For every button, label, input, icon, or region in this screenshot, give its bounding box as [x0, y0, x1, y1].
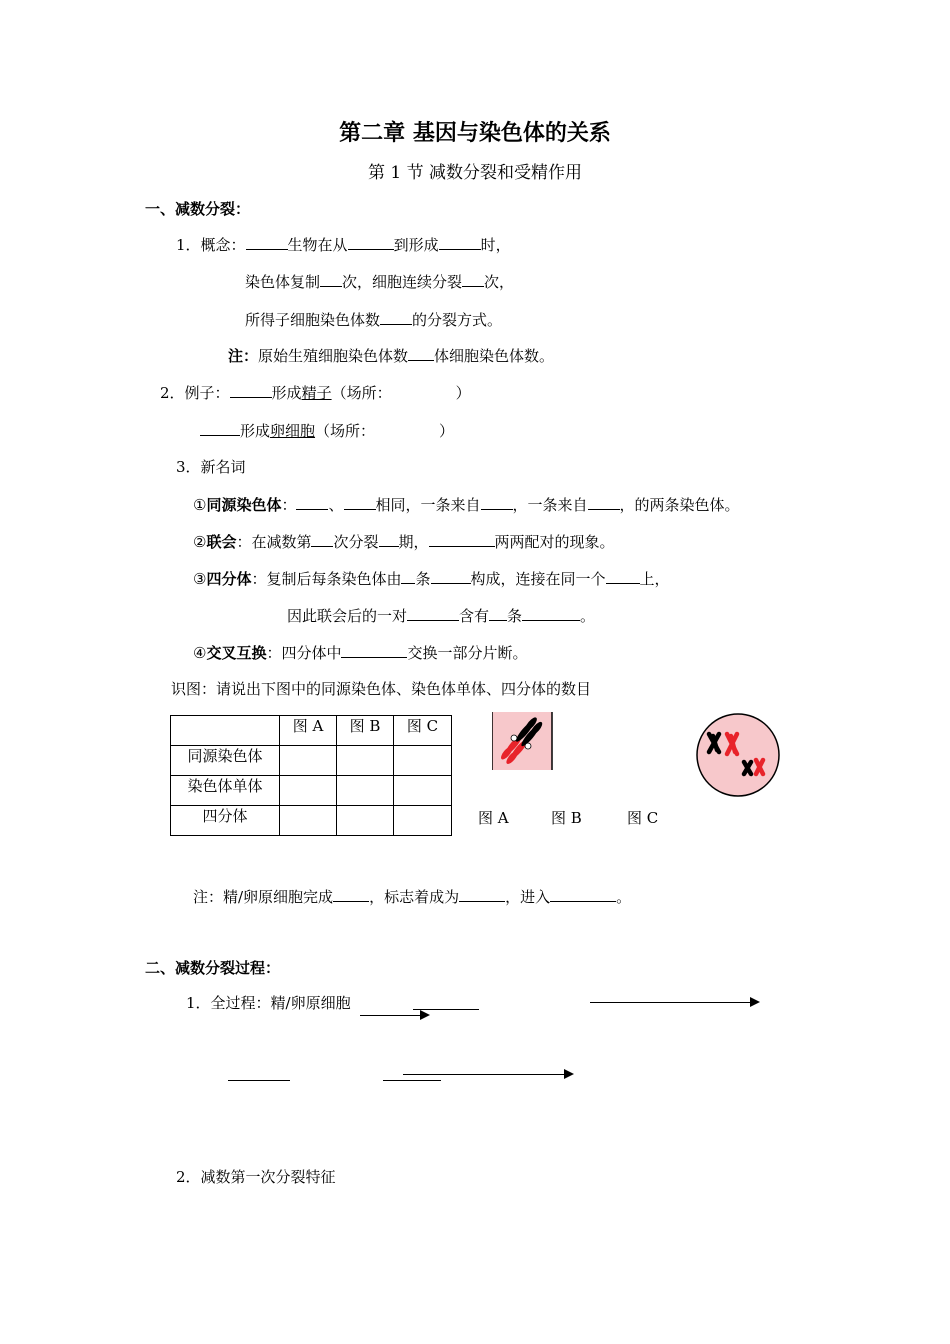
example-label: 2．例子： — [160, 384, 230, 402]
blank[interactable] — [408, 345, 434, 361]
page-subtitle: 第 1 节 减数分裂和受精作用 — [367, 163, 583, 183]
text: ② — [193, 533, 207, 551]
example-line1 — [160, 382, 471, 403]
text: 染色体复制 — [245, 273, 321, 291]
concept-note — [228, 345, 554, 366]
blank[interactable] — [459, 886, 505, 902]
blank[interactable] — [333, 886, 369, 902]
table-row — [171, 776, 452, 806]
blank[interactable] — [379, 531, 399, 547]
answer-cell[interactable] — [280, 806, 337, 836]
blank[interactable] — [407, 605, 459, 621]
blank[interactable] — [348, 234, 394, 250]
text: 交换一部分片断。 — [407, 644, 528, 662]
blank[interactable] — [429, 531, 495, 547]
table-row — [171, 746, 452, 776]
text: 因此联会后的一对 — [287, 607, 408, 625]
text: （场所： — [315, 422, 376, 440]
concept-line1 — [176, 234, 511, 255]
text: 次分裂 — [333, 533, 379, 551]
text: ① — [193, 496, 207, 514]
arrow-right-icon — [420, 1010, 430, 1020]
answer-cell[interactable] — [394, 746, 452, 776]
blank[interactable] — [588, 494, 620, 510]
arrow-line — [590, 1002, 752, 1003]
text: 条 — [415, 570, 431, 588]
answer-cell[interactable] — [280, 746, 337, 776]
concept-label: 1．概念： — [176, 236, 246, 254]
blank[interactable] — [431, 568, 471, 584]
blank[interactable] — [230, 382, 272, 398]
text: 次，细胞连续分裂 — [342, 273, 463, 291]
blank[interactable] — [311, 531, 333, 547]
egg-text: 卵细胞 — [270, 422, 316, 440]
text: 到形成 — [393, 236, 439, 254]
row-label-homologous: 同源染色体 — [171, 746, 280, 776]
table-header-c: 图 C — [394, 716, 452, 746]
figure-c-image — [695, 712, 781, 798]
blank[interactable] — [481, 494, 513, 510]
section1-heading: 一、减数分裂： — [145, 200, 251, 218]
blank[interactable] — [380, 309, 412, 325]
note-label: 注： — [228, 347, 259, 365]
blank[interactable] — [462, 271, 484, 287]
text: ：复制后每条染色体由 — [251, 570, 402, 588]
concept-line3 — [245, 309, 502, 330]
text: 相同，一条来自 — [375, 496, 481, 514]
blank[interactable] — [401, 568, 415, 584]
text: 、 — [328, 496, 344, 514]
term-homologous — [193, 494, 740, 515]
text: 条 — [507, 607, 523, 625]
text: 期， — [398, 533, 429, 551]
row-label-chromatid: 染色体单体 — [171, 776, 280, 806]
note2-line — [193, 886, 631, 907]
text: ） — [439, 422, 455, 440]
section2-heading: 二、减数分裂过程： — [145, 959, 281, 977]
term-name: 四分体 — [206, 570, 252, 588]
arrow-right-icon — [564, 1069, 574, 1079]
table-row — [171, 716, 452, 746]
answer-cell[interactable] — [337, 776, 394, 806]
text: 。 — [580, 607, 596, 625]
text: ，标志着成为 — [369, 888, 460, 906]
text: 。 — [616, 888, 632, 906]
terms-label: 3．新名词 — [176, 458, 246, 476]
term-synapsis — [193, 531, 615, 552]
answer-cell[interactable] — [394, 806, 452, 836]
blank[interactable] — [200, 420, 240, 436]
table-header-a: 图 A — [280, 716, 337, 746]
text: 注：精/卵原细胞完成 — [193, 888, 334, 906]
blank[interactable] — [606, 568, 640, 584]
answer-cell[interactable] — [394, 776, 452, 806]
text: 含有 — [459, 607, 490, 625]
text: 上， — [639, 570, 670, 588]
blank[interactable] — [344, 494, 376, 510]
table-cell — [171, 716, 280, 746]
blank[interactable] — [341, 642, 407, 658]
text: ：在减数第 — [236, 533, 312, 551]
blank[interactable] — [550, 886, 616, 902]
table-row — [171, 806, 452, 836]
first-division-label: 2．减数第一次分裂特征 — [176, 1168, 336, 1186]
text: 所得子细胞染色体数 — [245, 311, 381, 329]
text: ： — [281, 496, 297, 514]
table-header-b: 图 B — [337, 716, 394, 746]
figure-label-b: 图 B — [551, 809, 582, 827]
text: 形成 — [240, 422, 271, 440]
blank-line[interactable] — [383, 1080, 441, 1081]
answer-cell[interactable] — [337, 806, 394, 836]
text: （场所： — [331, 384, 392, 402]
text: 次， — [484, 273, 515, 291]
term-name: 交叉互换 — [206, 644, 267, 662]
text: ，一条来自 — [512, 496, 588, 514]
term-tetrad-line2 — [287, 605, 595, 626]
text: ） — [455, 384, 471, 402]
figure-label-c: 图 C — [627, 809, 659, 827]
text: ④ — [193, 644, 207, 662]
blank[interactable] — [320, 271, 342, 287]
blank[interactable] — [522, 605, 580, 621]
sperm-text: 精子 — [301, 384, 332, 402]
answer-table — [170, 715, 452, 836]
blank[interactable] — [439, 234, 481, 250]
text: ③ — [193, 570, 207, 588]
text: ：四分体中 — [266, 644, 342, 662]
text: 时， — [480, 236, 511, 254]
arrow-line — [403, 1074, 566, 1075]
figure-a-image — [492, 712, 554, 772]
example-line2 — [200, 420, 454, 441]
row-label-tetrad: 四分体 — [171, 806, 280, 836]
page-title: 第二章 基因与染色体的关系 — [339, 121, 611, 146]
text: 体细胞染色体数。 — [434, 347, 555, 365]
figure-label-a: 图 A — [478, 809, 509, 827]
blank[interactable] — [489, 605, 507, 621]
concept-line2 — [245, 271, 514, 292]
text: 生物在从 — [287, 236, 348, 254]
text: 形成 — [271, 384, 302, 402]
term-name: 同源染色体 — [206, 496, 282, 514]
arrow-line — [360, 1015, 422, 1016]
blank-line[interactable] — [228, 1080, 290, 1081]
text: 的分裂方式。 — [412, 311, 503, 329]
term-tetrad — [193, 568, 670, 589]
text: 两两配对的现象。 — [494, 533, 615, 551]
blank[interactable] — [296, 494, 328, 510]
blank[interactable] — [246, 234, 288, 250]
term-name: 联会 — [206, 533, 237, 551]
text: 原始生殖细胞染色体数 — [258, 347, 409, 365]
text: ，进入 — [505, 888, 551, 906]
answer-cell[interactable] — [337, 746, 394, 776]
answer-cell[interactable] — [280, 776, 337, 806]
process-label: 1．全过程：精/卵原细胞 — [186, 994, 351, 1012]
arrow-right-icon — [750, 997, 760, 1007]
text: 构成，连接在同一个 — [470, 570, 606, 588]
text: ，的两条染色体。 — [619, 496, 740, 514]
term-crossover — [193, 642, 528, 663]
figure-caption: 识图：请说出下图中的同源染色体、染色体单体、四分体的数目 — [171, 680, 592, 698]
